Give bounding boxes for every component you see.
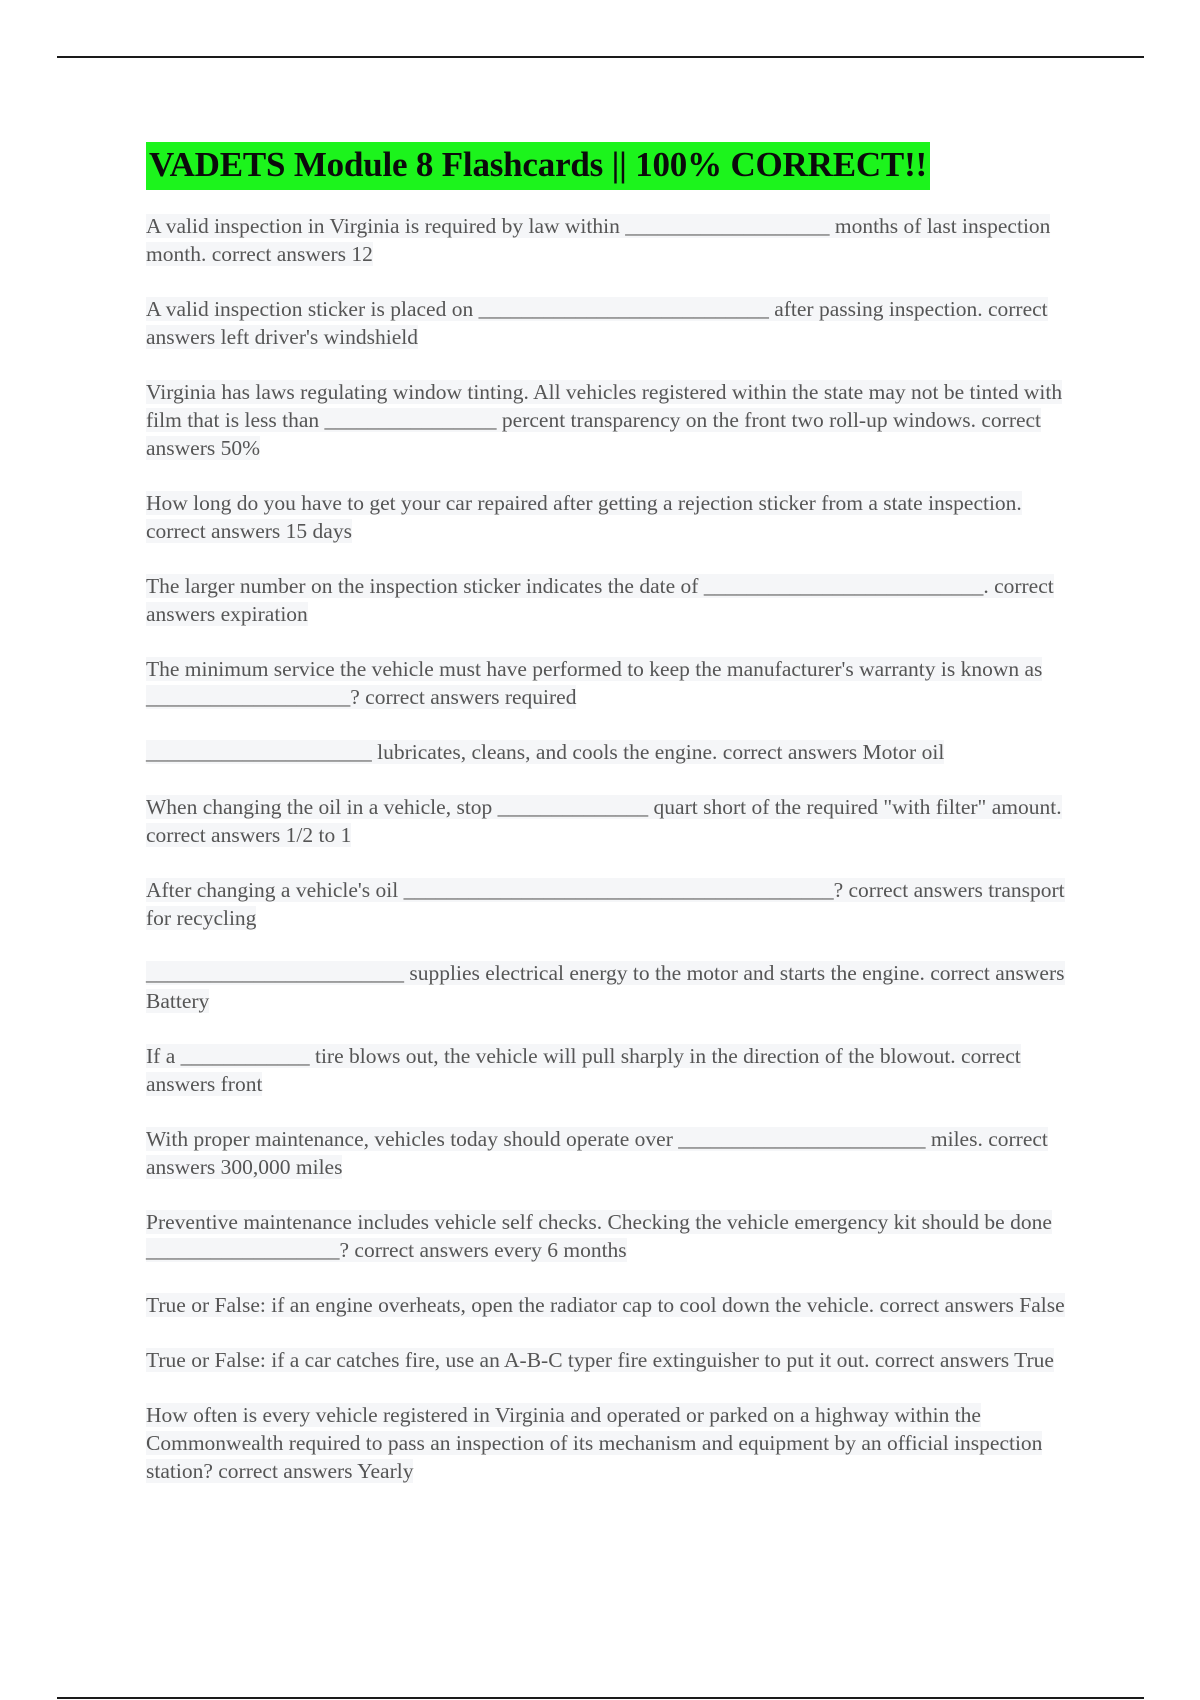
flashcard: Preventive maintenance includes vehicle self checks. Checking the vehicle emergency kit should be done __________________? correct answers every 6 months [146, 1210, 1052, 1262]
flashcard: How long do you have to get your car repaired after getting a rejection sticker from a state inspection. correct answers 15 days [146, 491, 1022, 543]
document-body [146, 142, 1066, 1512]
bottom-divider [57, 1697, 1144, 1699]
top-divider [57, 56, 1144, 58]
flashcard: After changing a vehicle's oil ________________________________________? correct answers transport for recycling [146, 878, 1065, 930]
flashcard: If a ____________ tire blows out, the vehicle will pull sharply in the direction of the blowout. correct answers front [146, 1044, 1021, 1096]
flashcard: ________________________ supplies electrical energy to the motor and starts the engine. correct answers Battery [146, 961, 1065, 1013]
flashcard: A valid inspection in Virginia is required by law within ___________________ months of last inspection month. correct answers 12 [146, 214, 1051, 266]
flashcard: True or False: if an engine overheats, open the radiator cap to cool down the vehicle. correct answers False [146, 1293, 1065, 1317]
flashcard: How often is every vehicle registered in Virginia and operated or parked on a highway within the Commonwealth required to pass an inspection of its mechanism and equipment by an official inspection station? correct answers Yearly [146, 1403, 1043, 1483]
flashcard: True or False: if a car catches fire, use an A-B-C typer fire extinguisher to put it out. correct answers True [146, 1348, 1054, 1372]
document-title: VADETS Module 8 Flashcards || 100% CORRECT!! [146, 142, 930, 190]
flashcard: With proper maintenance, vehicles today should operate over _______________________ miles. correct answers 300,000 miles [146, 1127, 1048, 1179]
flashcard: When changing the oil in a vehicle, stop ______________ quart short of the required "with filter" amount. correct answers 1/2 to 1 [146, 795, 1062, 847]
flashcard: The minimum service the vehicle must have performed to keep the manufacturer's warranty is known as ___________________? correct answers required [146, 657, 1043, 709]
flashcard: _____________________ lubricates, cleans, and cools the engine. correct answers Motor oil [146, 740, 945, 764]
flashcard: The larger number on the inspection sticker indicates the date of __________________________. correct answers expiration [146, 574, 1054, 626]
flashcard: Virginia has laws regulating window tinting. All vehicles registered within the state may not be tinted with film that is less than ________________ percent transparency on the front two roll-up windows. correct answers 50% [146, 380, 1063, 460]
flashcard: A valid inspection sticker is placed on ___________________________ after passing inspection. correct answers left driver's windshield [146, 297, 1048, 349]
